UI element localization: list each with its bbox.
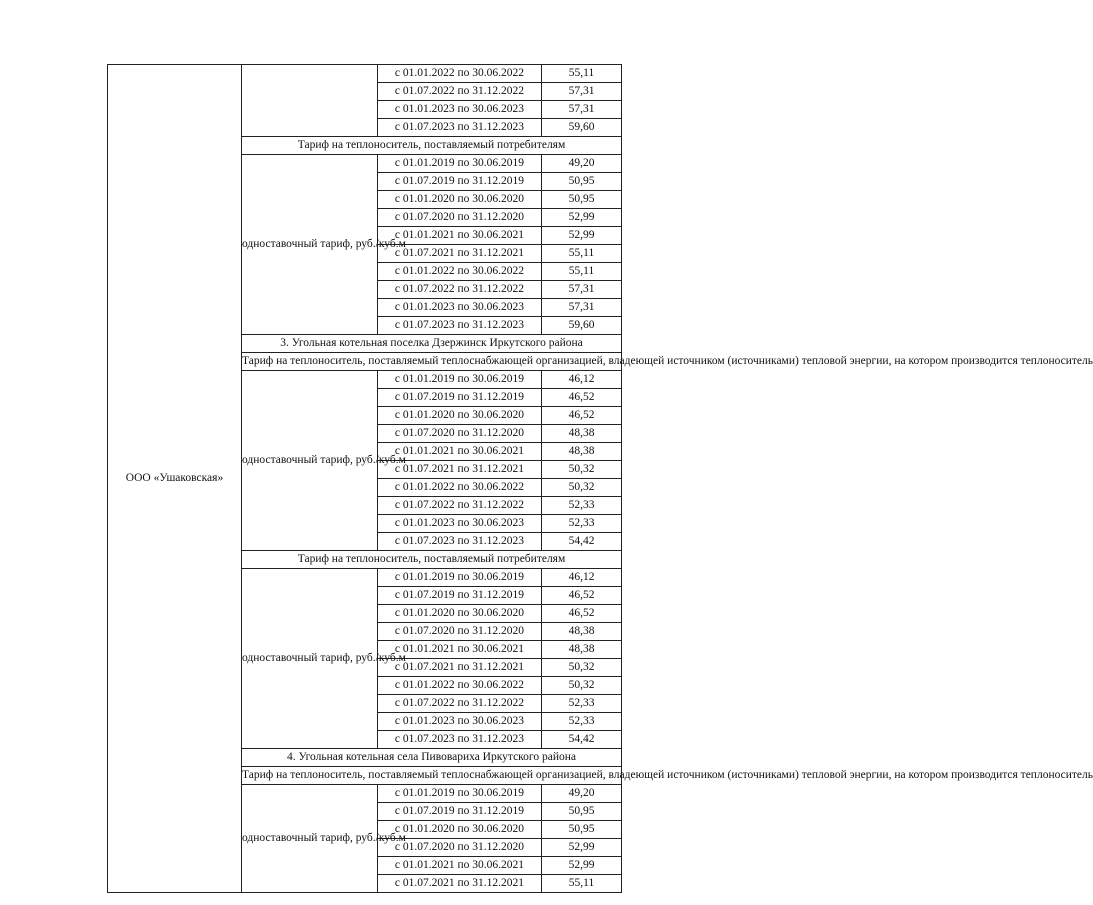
value-cell: 52,99 bbox=[542, 227, 622, 245]
tariff-type-label: одноставочный тариф, руб./куб.м bbox=[242, 569, 378, 749]
period-cell: с 01.07.2020 по 31.12.2020 bbox=[378, 839, 542, 857]
tariff-table-body bbox=[108, 65, 1093, 893]
period-cell: с 01.01.2023 по 30.06.2023 bbox=[378, 713, 542, 731]
value-cell: 48,38 bbox=[542, 641, 622, 659]
consumer-tariff-header: Тариф на теплоноситель, поставляемый потребителям bbox=[242, 551, 622, 569]
period-cell: с 01.01.2020 по 30.06.2020 bbox=[378, 407, 542, 425]
value-cell: 46,52 bbox=[542, 587, 622, 605]
value-cell: 50,32 bbox=[542, 479, 622, 497]
period-cell: с 01.01.2023 по 30.06.2023 bbox=[378, 101, 542, 119]
value-cell: 57,31 bbox=[542, 83, 622, 101]
period-cell: с 01.07.2019 по 31.12.2019 bbox=[378, 587, 542, 605]
value-cell: 52,33 bbox=[542, 713, 622, 731]
period-cell: с 01.07.2022 по 31.12.2022 bbox=[378, 281, 542, 299]
value-cell: 49,20 bbox=[542, 155, 622, 173]
period-cell: с 01.07.2021 по 31.12.2021 bbox=[378, 659, 542, 677]
section-title: 4. Угольная котельная села Пивовариха Иркутского района bbox=[242, 749, 622, 767]
period-cell: с 01.01.2021 по 30.06.2021 bbox=[378, 857, 542, 875]
value-cell: 48,38 bbox=[542, 623, 622, 641]
period-cell: с 01.07.2022 по 31.12.2022 bbox=[378, 83, 542, 101]
value-cell: 57,31 bbox=[542, 281, 622, 299]
value-cell: 59,60 bbox=[542, 119, 622, 137]
period-cell: с 01.07.2021 по 31.12.2021 bbox=[378, 875, 542, 893]
value-cell: 48,38 bbox=[542, 443, 622, 461]
period-cell: с 01.07.2023 по 31.12.2023 bbox=[378, 119, 542, 137]
value-cell: 50,95 bbox=[542, 191, 622, 209]
value-cell: 48,38 bbox=[542, 425, 622, 443]
value-cell: 52,33 bbox=[542, 515, 622, 533]
period-cell: с 01.01.2022 по 30.06.2022 bbox=[378, 65, 542, 83]
period-cell: с 01.01.2021 по 30.06.2021 bbox=[378, 641, 542, 659]
period-cell: с 01.07.2020 по 31.12.2020 bbox=[378, 209, 542, 227]
organization-name: ООО «Ушаковская» bbox=[108, 65, 242, 893]
tariff-type-label: одноставочный тариф, руб./куб.м bbox=[242, 371, 378, 551]
value-cell: 52,99 bbox=[542, 839, 622, 857]
period-cell: с 01.01.2023 по 30.06.2023 bbox=[378, 515, 542, 533]
consumer-tariff-header: Тариф на теплоноситель, поставляемый потребителям bbox=[242, 137, 622, 155]
period-cell: с 01.07.2023 по 31.12.2023 bbox=[378, 731, 542, 749]
value-cell: 52,33 bbox=[542, 497, 622, 515]
period-cell: с 01.01.2020 по 30.06.2020 bbox=[378, 605, 542, 623]
period-cell: с 01.01.2019 по 30.06.2019 bbox=[378, 371, 542, 389]
period-cell: с 01.07.2021 по 31.12.2021 bbox=[378, 245, 542, 263]
value-cell: 46,52 bbox=[542, 605, 622, 623]
value-cell: 50,32 bbox=[542, 461, 622, 479]
value-cell: 50,32 bbox=[542, 659, 622, 677]
value-cell: 57,31 bbox=[542, 101, 622, 119]
value-cell: 50,95 bbox=[542, 173, 622, 191]
period-cell: с 01.07.2023 по 31.12.2023 bbox=[378, 533, 542, 551]
value-cell: 50,32 bbox=[542, 677, 622, 695]
value-cell: 54,42 bbox=[542, 533, 622, 551]
value-cell: 46,12 bbox=[542, 569, 622, 587]
tariff-type-label: одноставочный тариф, руб./куб.м bbox=[242, 155, 378, 335]
value-cell: 55,11 bbox=[542, 245, 622, 263]
period-cell: с 01.07.2020 по 31.12.2020 bbox=[378, 425, 542, 443]
period-cell: с 01.07.2022 по 31.12.2022 bbox=[378, 497, 542, 515]
period-cell: с 01.01.2022 по 30.06.2022 bbox=[378, 677, 542, 695]
period-cell: с 01.01.2023 по 30.06.2023 bbox=[378, 299, 542, 317]
value-cell: 55,11 bbox=[542, 263, 622, 281]
period-cell: с 01.01.2019 по 30.06.2019 bbox=[378, 569, 542, 587]
value-cell: 50,95 bbox=[542, 803, 622, 821]
period-cell: с 01.01.2022 по 30.06.2022 bbox=[378, 479, 542, 497]
value-cell: 49,20 bbox=[542, 785, 622, 803]
value-cell: 57,31 bbox=[542, 299, 622, 317]
value-cell: 52,33 bbox=[542, 695, 622, 713]
value-cell: 46,52 bbox=[542, 389, 622, 407]
section-title: 3. Угольная котельная поселка Дзержинск Иркутского района bbox=[242, 335, 622, 353]
table-row bbox=[108, 65, 622, 83]
period-cell: с 01.07.2019 по 31.12.2019 bbox=[378, 173, 542, 191]
value-cell: 59,60 bbox=[542, 317, 622, 335]
value-cell: 46,12 bbox=[542, 371, 622, 389]
period-cell: с 01.01.2019 по 30.06.2019 bbox=[378, 785, 542, 803]
supplier-tariff-header: Тариф на теплоноситель, поставляемый теплоснабжающей организацией, владеющей источником (источниками) тепловой энергии, на котором производится теплоноситель bbox=[242, 767, 622, 785]
period-cell: с 01.07.2022 по 31.12.2022 bbox=[378, 695, 542, 713]
tariff-table bbox=[107, 64, 1093, 893]
value-cell: 55,11 bbox=[542, 875, 622, 893]
period-cell: с 01.01.2021 по 30.06.2021 bbox=[378, 227, 542, 245]
value-cell: 50,95 bbox=[542, 821, 622, 839]
period-cell: с 01.07.2019 по 31.12.2019 bbox=[378, 389, 542, 407]
value-cell: 52,99 bbox=[542, 857, 622, 875]
period-cell: с 01.07.2019 по 31.12.2019 bbox=[378, 803, 542, 821]
period-cell: с 01.07.2023 по 31.12.2023 bbox=[378, 317, 542, 335]
empty-cell bbox=[242, 65, 378, 137]
period-cell: с 01.01.2020 по 30.06.2020 bbox=[378, 821, 542, 839]
period-cell: с 01.01.2021 по 30.06.2021 bbox=[378, 443, 542, 461]
period-cell: с 01.01.2022 по 30.06.2022 bbox=[378, 263, 542, 281]
value-cell: 55,11 bbox=[542, 65, 622, 83]
tariff-type-label: одноставочный тариф, руб./куб.м bbox=[242, 785, 378, 893]
supplier-tariff-header: Тариф на теплоноситель, поставляемый теплоснабжающей организацией, владеющей источником (источниками) тепловой энергии, на котором производится теплоноситель bbox=[242, 353, 622, 371]
value-cell: 54,42 bbox=[542, 731, 622, 749]
period-cell: с 01.01.2020 по 30.06.2020 bbox=[378, 191, 542, 209]
period-cell: с 01.01.2019 по 30.06.2019 bbox=[378, 155, 542, 173]
value-cell: 46,52 bbox=[542, 407, 622, 425]
period-cell: с 01.07.2021 по 31.12.2021 bbox=[378, 461, 542, 479]
period-cell: с 01.07.2020 по 31.12.2020 bbox=[378, 623, 542, 641]
value-cell: 52,99 bbox=[542, 209, 622, 227]
